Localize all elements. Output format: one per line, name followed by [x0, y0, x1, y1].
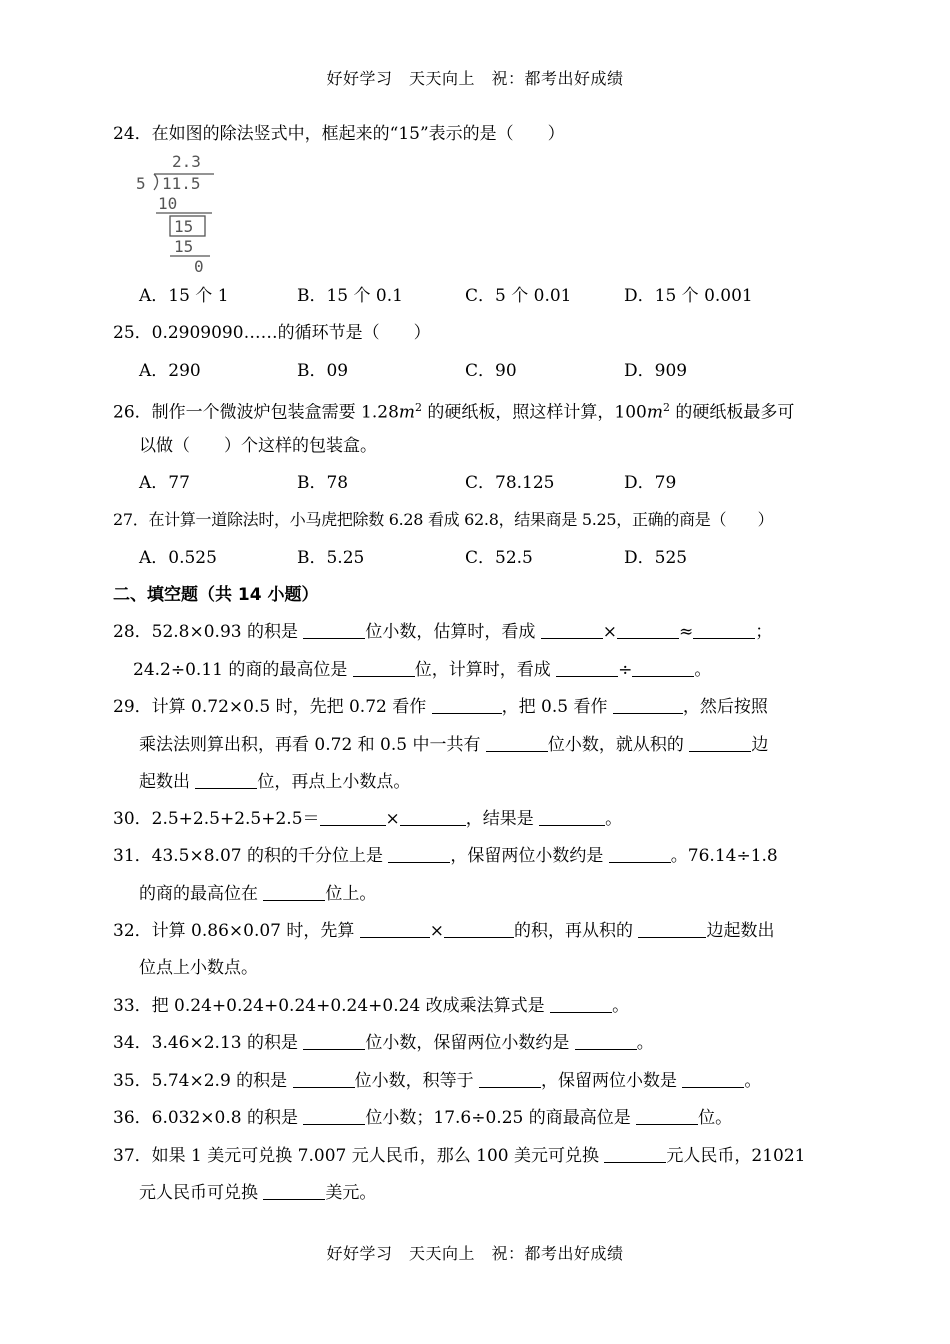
question-32-line-1: 32．计算 0.86×0.07 时，先算 × 的积，再从积的 边起数出: [113, 921, 775, 941]
question-31-line-2: 的商的最高位在 位上。: [139, 884, 377, 904]
answer-blank[interactable]: [263, 1183, 325, 1200]
question-34: 34．3.46×2.13 的积是 位小数，保留两位小数约是 。: [113, 1033, 654, 1053]
answer-blank[interactable]: [550, 996, 612, 1013]
answer-blank[interactable]: [682, 1071, 744, 1088]
answer-blank[interactable]: [303, 1033, 365, 1050]
question-29-line-1: 29．计算 0.72×0.5 时，先把 0.72 看作 ，把 0.5 看作 ，然后按照: [113, 697, 768, 717]
answer-blank[interactable]: [636, 1108, 698, 1125]
question-28-line-2: 24.2÷0.11 的商的最高位是 位，计算时，看成 ÷ 。: [133, 660, 712, 680]
answer-blank[interactable]: [303, 622, 365, 639]
question-31-line-1: 31．43.5×8.07 的积的千分位上是 ，保留两位小数约是 。76.14÷1.8: [113, 846, 778, 866]
answer-blank[interactable]: [320, 809, 386, 826]
q27-option-a[interactable]: A．0.525: [139, 548, 217, 568]
q24-option-b[interactable]: B．15 个 0.1: [297, 286, 403, 306]
answer-blank[interactable]: [539, 809, 605, 826]
answer-blank[interactable]: [541, 622, 603, 639]
answer-blank[interactable]: [613, 697, 683, 714]
question-36: 36．6.032×0.8 的积是 位小数；17.6÷0.25 的商最高位是 位。: [113, 1108, 733, 1128]
answer-blank[interactable]: [689, 735, 751, 752]
page-header: 好好学习 天天向上 祝：都考出好成绩: [326, 69, 624, 88]
q26-option-a[interactable]: A．77: [139, 473, 190, 493]
answer-blank[interactable]: [263, 884, 325, 901]
step-2: 15: [174, 237, 194, 256]
answer-blank[interactable]: [486, 735, 548, 752]
q25-option-c[interactable]: C．90: [465, 361, 517, 381]
q25-option-a[interactable]: A．290: [139, 361, 201, 381]
answer-blank[interactable]: [693, 622, 755, 639]
answer-blank[interactable]: [303, 1108, 365, 1125]
q26-option-d[interactable]: D．79: [624, 473, 677, 493]
q26-option-c[interactable]: C．78.125: [465, 473, 555, 493]
divisor: 5: [136, 174, 146, 193]
boxed-15: 15: [174, 217, 194, 236]
answer-blank[interactable]: [609, 846, 671, 863]
question-37-line-2: 元人民币可兑换 美元。: [139, 1183, 377, 1203]
q27-option-b[interactable]: B．5.25: [297, 548, 365, 568]
answer-blank[interactable]: [432, 697, 502, 714]
answer-blank[interactable]: [575, 1033, 637, 1050]
answer-blank[interactable]: [388, 846, 450, 863]
answer-blank[interactable]: [604, 1146, 666, 1163]
q24-option-d[interactable]: D．15 个 0.001: [624, 286, 753, 306]
question-25: 25．0.2909090……的循环节是（ ）: [113, 323, 431, 343]
section-title-fill-in: 二、填空题（共 14 小题）: [113, 585, 319, 605]
answer-blank[interactable]: [556, 660, 618, 677]
division-figure: [134, 150, 224, 276]
answer-blank[interactable]: [638, 921, 706, 938]
step-1: 10: [158, 194, 178, 213]
question-27: 27．在计算一道除法时，小马虎把除数 6.28 看成 62.8，结果商是 5.25，正确的商是（ ）: [113, 510, 774, 529]
answer-blank[interactable]: [195, 772, 257, 789]
question-24: 24．在如图的除法竖式中，框起来的“15”表示的是（ ）: [113, 124, 565, 144]
remainder: 0: [194, 257, 204, 276]
answer-blank[interactable]: [353, 660, 415, 677]
q25-option-b[interactable]: B．09: [297, 361, 349, 381]
answer-blank[interactable]: [400, 809, 466, 826]
answer-blank[interactable]: [293, 1071, 355, 1088]
q24-option-a[interactable]: A．15 个 1: [139, 286, 229, 306]
answer-blank[interactable]: [360, 921, 430, 938]
answer-blank[interactable]: [479, 1071, 541, 1088]
answer-blank[interactable]: [617, 622, 679, 639]
question-32-line-2: 位点上小数点。: [139, 958, 258, 978]
q24-option-c[interactable]: C．5 个 0.01: [465, 286, 572, 306]
question-26-line-1: 26．制作一个微波炉包装盒需要 $1.28m^2$ 的硬纸板，照这样计算，$100m^2$ 的硬纸板最多可: [113, 401, 795, 423]
answer-blank[interactable]: [444, 921, 514, 938]
q27-option-d[interactable]: D．525: [624, 548, 688, 568]
question-30: 30．2.5+2.5+2.5+2.5＝ × ，结果是 。: [113, 809, 623, 829]
question-37-line-1: 37．如果 1 美元可兑换 7.007 元人民币，那么 100 美元可兑换 元人民币，21021: [113, 1146, 806, 1166]
question-28-line-1: 28．52.8×0.93 的积是 位小数，估算时，看成 × ≈ ；: [113, 622, 773, 642]
question-35: 35．5.74×2.9 的积是 位小数，积等于 ，保留两位小数是 。: [113, 1071, 762, 1091]
dividend: 11.5: [162, 174, 201, 193]
page-footer: 好好学习 天天向上 祝：都考出好成绩: [326, 1244, 624, 1263]
question-29-line-2: 乘法法则算出积，再看 0.72 和 0.5 中一共有 位小数，就从积的 边: [139, 735, 769, 755]
question-26-line-2: 以做（ ）个这样的包装盒。: [139, 436, 377, 456]
q26-option-b[interactable]: B．78: [297, 473, 349, 493]
question-29-line-3: 起数出 位，再点上小数点。: [139, 772, 411, 792]
answer-blank[interactable]: [632, 660, 694, 677]
question-33: 33．把 0.24+0.24+0.24+0.24+0.24 改成乘法算式是 。: [113, 996, 630, 1016]
q27-option-c[interactable]: C．52.5: [465, 548, 533, 568]
quotient: 2.3: [172, 152, 201, 171]
q25-option-d[interactable]: D．909: [624, 361, 688, 381]
